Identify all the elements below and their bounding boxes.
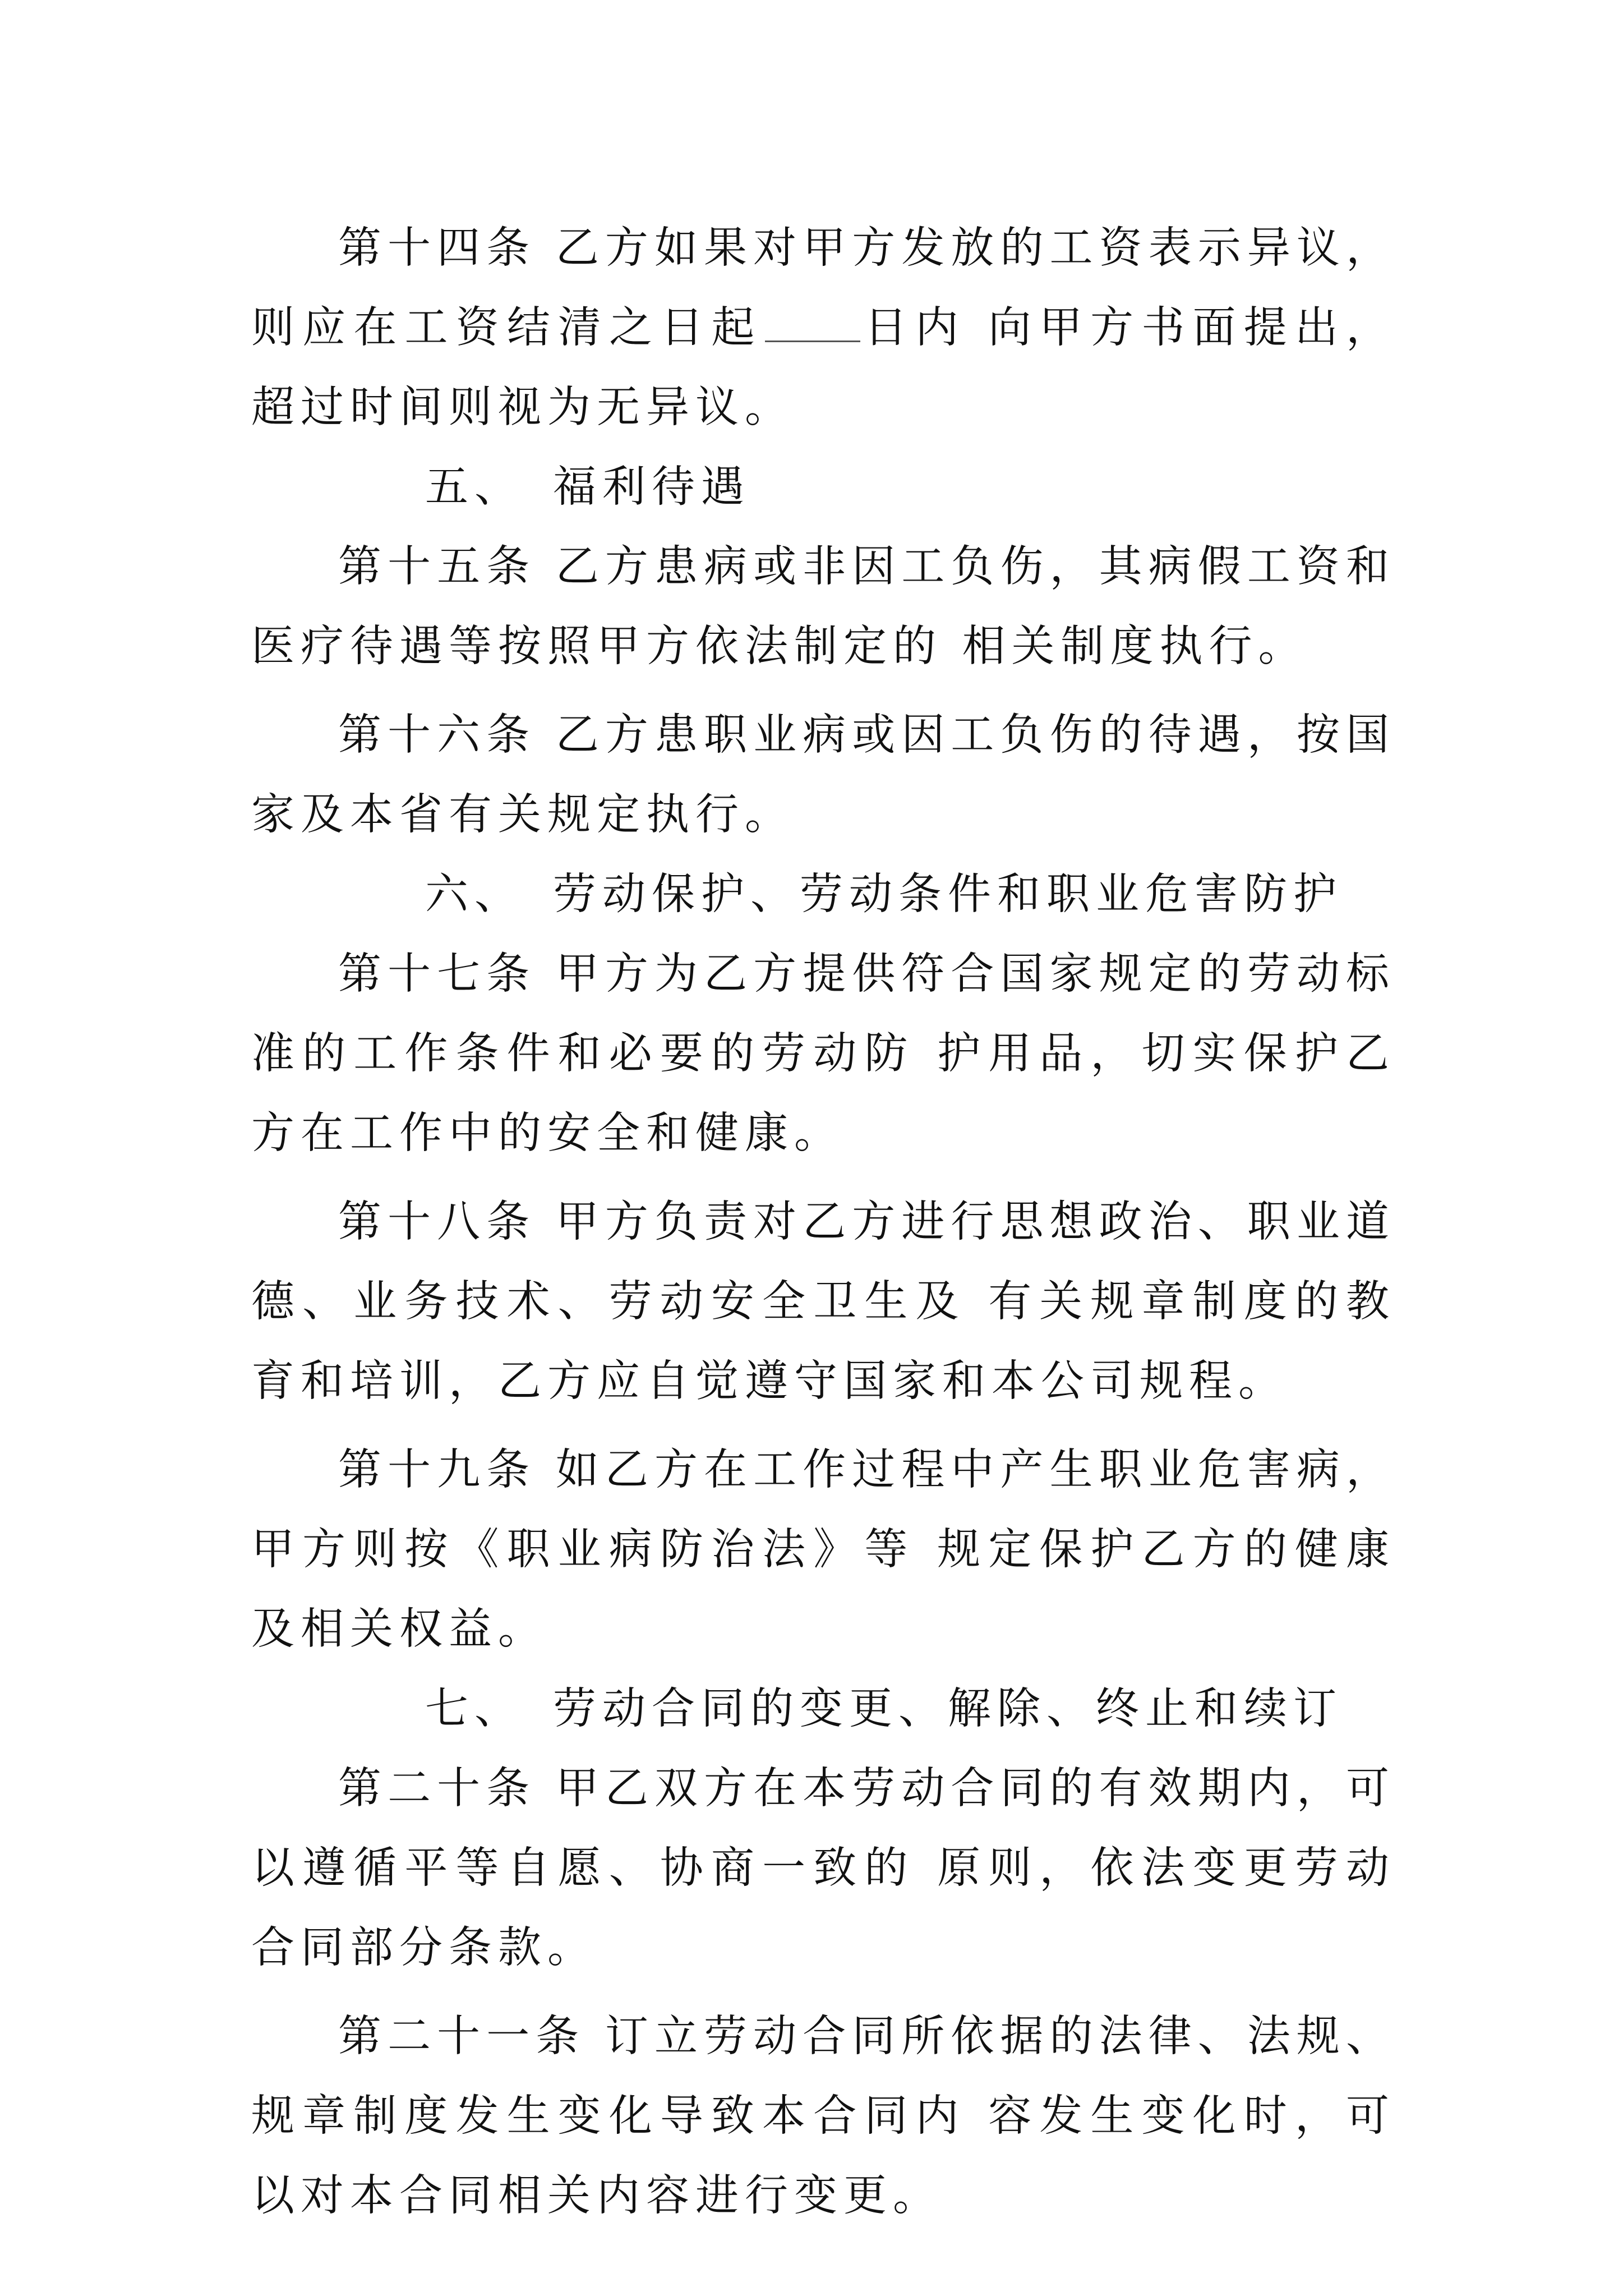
article-18: 第十八条 甲方负责对乙方进行思想政治、职业道德、业务技术、劳动安全卫生及 有关规章制度的教育和培训，乙方应自觉遵守国家和本公司规程。 (251, 1197, 1395, 1406)
article-17: 第十七条 甲方为乙方提供符合国家规定的劳动标准的工作条件和必要的劳动防 护用品，切实保护乙方在工作中的安全和健康。 (251, 949, 1395, 1158)
article-14-text-after: 日内 向甲方书面提出，超过时间则视为无异议。 (251, 303, 1396, 432)
section-number: 五、 (425, 462, 524, 512)
fill-in-blank-days[interactable] (765, 307, 860, 342)
article-19: 第十九条 如乙方在工作过程中产生职业危害病，甲方则按《职业病防治法》等 规定保护乙方的健康及相关权益。 (251, 1445, 1395, 1654)
section-title: 劳动合同的变更、解除、终止和续订 (553, 1684, 1343, 1734)
article-14-text-before: 第十四条 乙方如果对甲方发放的工资表示异议，则应在工资结清之日起 (251, 223, 1395, 353)
article-14 (251, 209, 1395, 448)
article-20: 第二十条 甲乙双方在本劳动合同的有效期内，可以遵循平等自愿、协商一致的 原则，依法变更劳动合同部分条款。 (251, 1764, 1395, 1973)
article-15: 第十五条 乙方患病或非因工负伤，其病假工资和医疗待遇等按照甲方依法制定的 相关制度执行。 (251, 542, 1395, 671)
section-number: 七、 (425, 1684, 524, 1734)
article-21: 第二十一条 订立劳动合同所依据的法律、法规、规章制度发生变化导致本合同内 容发生变化时，可以对本合同相关内容进行变更。 (251, 2012, 1395, 2221)
document-body (251, 209, 1395, 2236)
section-title: 劳动保护、劳动条件和职业危害防护 (553, 869, 1343, 919)
section-number: 六、 (425, 869, 524, 919)
article-16: 第十六条 乙方患职业病或因工负伤的待遇，按国家及本省有关规定执行。 (251, 710, 1395, 840)
section-heading-6 (251, 855, 1395, 935)
section-title: 福利待遇 (553, 462, 750, 512)
section-heading-7 (251, 1669, 1395, 1749)
section-heading-5 (251, 448, 1395, 527)
